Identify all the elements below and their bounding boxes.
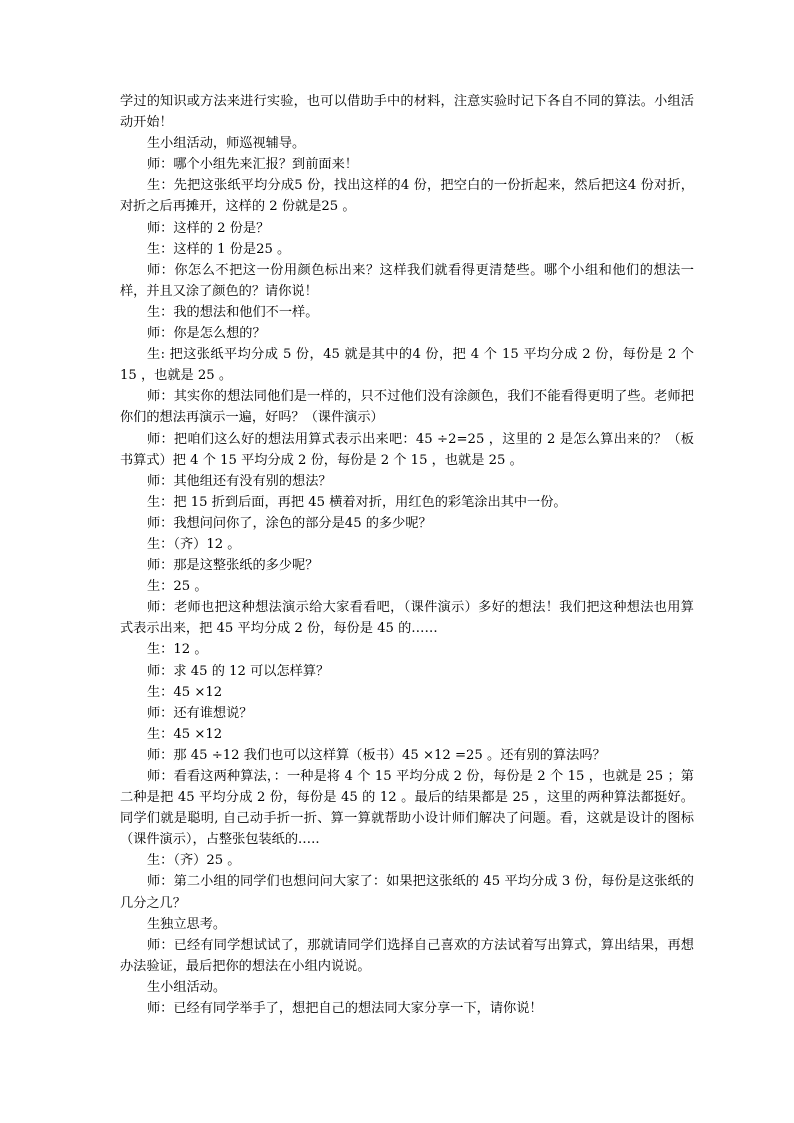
paragraph: 生：（齐）12 。 — [147, 536, 241, 552]
paragraph: 师：其实你的想法同他们是一样的，只不过他们没有涂颜色，我们不能看得更明了些。老师把你们的想法再演示一遍，好吗？（课件演示） — [120, 389, 694, 426]
paragraph: 生：先把这张纸平均分成5 份，找出这样的4 份，把空白的一份折起来，然后把这4 份对折，对折之后再摊开，这样的 2 份就是25 。 — [120, 178, 694, 215]
paragraph: 生：12 。 — [147, 642, 208, 658]
paragraph: 生：（齐）25 。 — [147, 853, 241, 869]
paragraph: 生：把 15 折到后面，再把 45 横着对折，用红色的彩笔涂出其中一份。 — [147, 494, 567, 510]
paragraph: 生独立思考。 — [147, 916, 227, 932]
paragraph: 师：你怎么不把这一份用颜色标出来？这样我们就看得更清楚些。哪个小组和他们的想法一样，并且又涂了颜色的？请你说！ — [120, 262, 694, 299]
paragraph: 师：我想问问你了，涂色的部分是45 的多少呢？ — [147, 515, 432, 531]
paragraph: 生小组活动。 — [147, 979, 227, 995]
paragraph: 生：这样的 1 份是25 。 — [147, 241, 291, 257]
paragraph: 师：已经有同学想试试了，那就请同学们选择自己喜欢的方法试着写出算式，算出结果，再想办法验证，最后把你的想法在小组内说说。 — [120, 937, 694, 974]
paragraph: 师：那是这整张纸的多少呢？ — [147, 558, 319, 574]
paragraph: 生小组活动，师巡视辅导。 — [147, 136, 306, 152]
paragraph: 师：哪个小组先来汇报？到前面来！ — [147, 157, 358, 173]
paragraph: 师：你是怎么想的？ — [147, 326, 266, 342]
paragraph: 师：其他组还有没有别的想法？ — [147, 473, 332, 489]
paragraph: 生：我的想法和他们不一样。 — [147, 304, 319, 320]
paragraph: 师：这样的 2 份是？ — [147, 220, 270, 236]
paragraph: 生：45 ×12 — [147, 726, 223, 742]
paragraph: 师：已经有同学举手了，想把自己的想法同大家分享一下，请你说！ — [147, 1001, 543, 1017]
paragraph: 师：老师也把这种想法演示给大家看看吧，（课件演示）多好的想法！我们把这种想法也用算式表示出来，把 45 平均分成 2 份，每份是 45 的…… — [120, 600, 694, 637]
paragraph: 生：45 ×12 — [147, 684, 223, 700]
paragraph: 师：第二小组的同学们也想问问大家了：如果把这张纸的 45 平均分成 3 份，每份是这张纸的几分之几？ — [120, 874, 694, 911]
paragraph: 师：看看这两种算法，：一种是将 4 个 15 平均分成 2 份，每份是 2 个 15 ，也就是 25 ；第二种是把 45 平均分成 2 份，每份是 45 的 12 。最后的结果都是 25 ，这里的两种算法都挺好。同学们就是聪明, 自己动手折一折、算一算就帮助小设计师们解决了问题。看，这就是设计的图标（课件演示），占整张包装纸的.…. — [120, 769, 694, 848]
paragraph: 师：那 45 ÷12 我们也可以这样算（板书）45 ×12 =25 。还有别的算法吗？ — [147, 747, 606, 763]
paragraph: 师：求 45 的 12 可以怎样算？ — [147, 663, 330, 679]
paragraph: 师：把咱们这么好的想法用算式表示出来吧：45 ÷2=25 ，这里的 2 是怎么算出来的？（板书算式）把 4 个 15 平均分成 2 份，每份是 2 个 15 ，也就是 25 。 — [120, 431, 694, 468]
paragraph: 师：还有谁想说？ — [147, 705, 253, 721]
paragraph: 学过的知识或方法来进行实验，也可以借助手中的材料，注意实验时记下各自不同的算法。小组活动开始！ — [120, 94, 694, 131]
paragraph: 生：25 。 — [147, 579, 208, 595]
paragraph: 生: 把这张纸平均分成 5 份，45 就是其中的4 份，把 4 个 15 平均分成 2 份，每份是 2 个 15 ，也就是 25 。 — [120, 347, 694, 384]
